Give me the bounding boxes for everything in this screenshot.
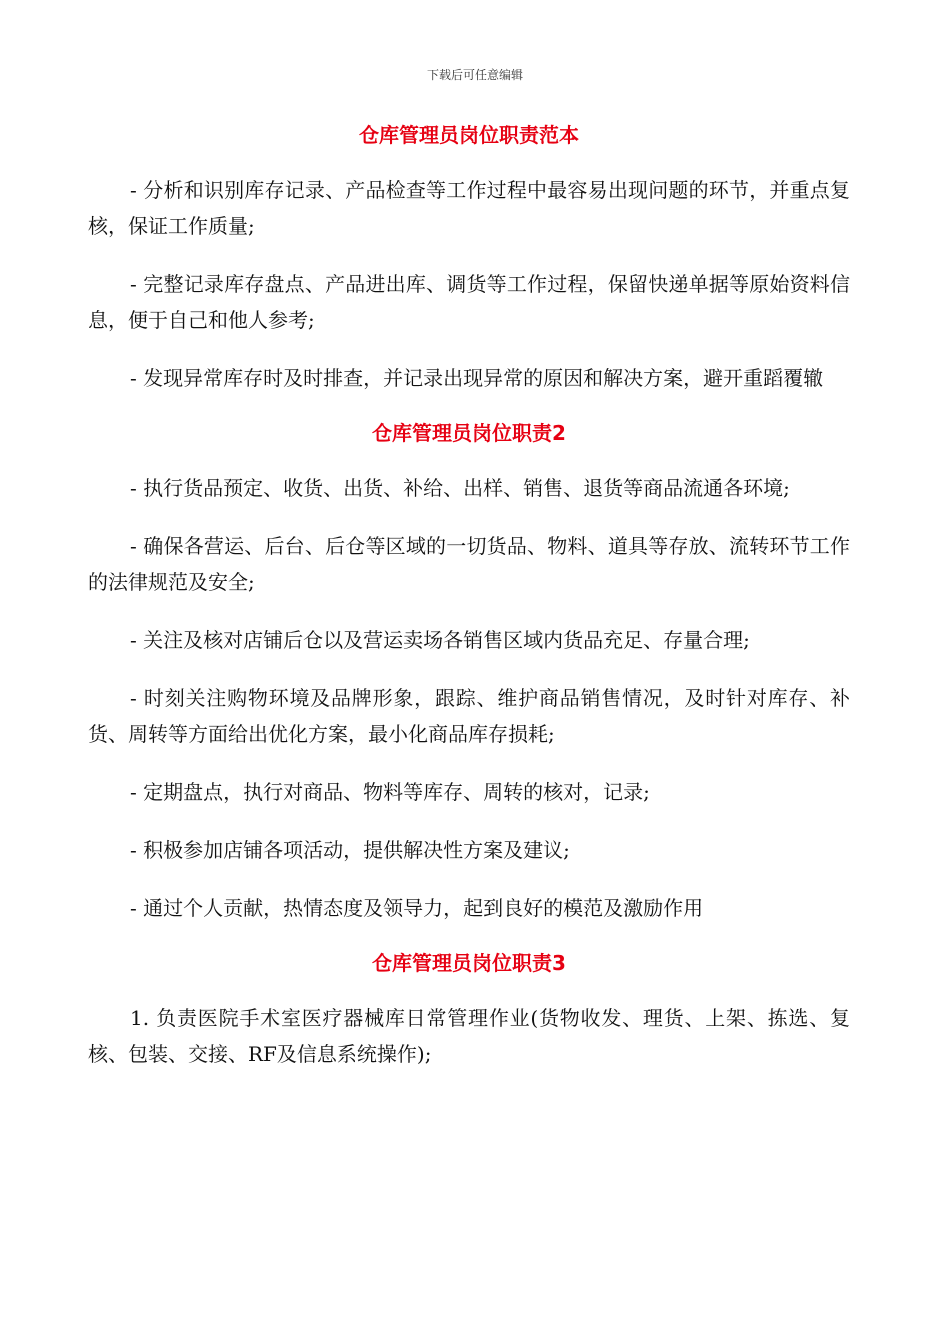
paragraph: - 通过个人贡献，热情态度及领导力，起到良好的模范及激励作用 xyxy=(130,896,704,920)
paragraph: - 时刻关注购物环境及品牌形象，跟踪、维护商品销售情况，及时针对库存、补货、周转等方面给出优化方案，最小化商品库存损耗; xyxy=(88,686,850,746)
section-title-1: 仓库管理员岗位职责范本 xyxy=(359,123,579,147)
paragraph: - 积极参加店铺各项活动，提供解决性方案及建议; xyxy=(130,838,570,862)
paragraph: - 定期盘点，执行对商品、物料等库存、周转的核对，记录; xyxy=(130,780,650,804)
paragraph: - 完整记录库存盘点、产品进出库、调货等工作过程，保留快递单据等原始资料信息，便于自己和他人参考; xyxy=(88,272,850,332)
header-note: 下载后可任意编辑 xyxy=(426,68,523,82)
paragraph: - 确保各营运、后台、后仓等区域的一切货品、物料、道具等存放、流转环节工作的法律规范及安全; xyxy=(88,534,850,594)
paragraph: - 关注及核对店铺后仓以及营运卖场各销售区域内货品充足、存量合理; xyxy=(130,628,750,652)
section-title-2: 仓库管理员岗位职责2 xyxy=(372,421,566,445)
paragraph: 1. 负责医院手术室医疗器械库日常管理作业(货物收发、理货、上架、拣选、复核、包装、交接、RF及信息系统操作); xyxy=(88,1006,850,1066)
paragraph: - 分析和识别库存记录、产品检查等工作过程中最容易出现问题的环节，并重点复核，保证工作质量; xyxy=(88,178,850,238)
paragraph: - 发现异常库存时及时排查，并记录出现异常的原因和解决方案，避开重蹈覆辙 xyxy=(130,366,824,390)
document-body xyxy=(88,120,850,1072)
paragraph: - 执行货品预定、收货、出货、补给、出样、销售、退货等商品流通各环境; xyxy=(130,476,790,500)
section-title-3: 仓库管理员岗位职责3 xyxy=(372,951,566,975)
